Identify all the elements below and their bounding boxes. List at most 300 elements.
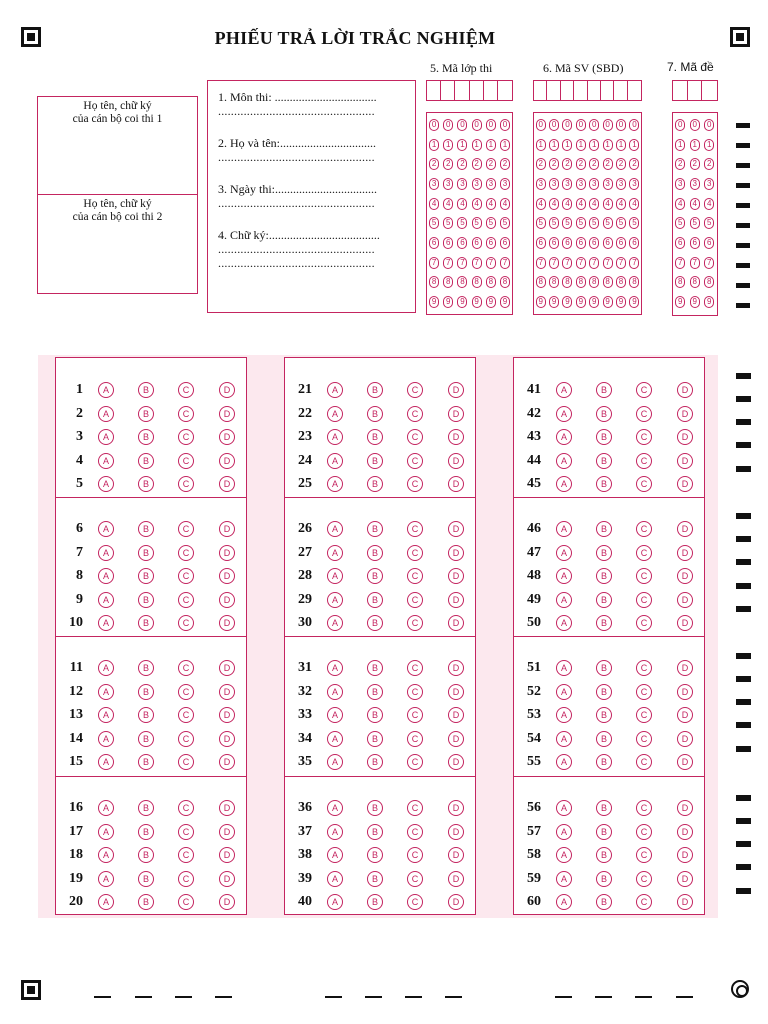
class-code-digit-bubble[interactable]: 2: [500, 158, 510, 170]
exam-code-digit-bubble[interactable]: 4: [675, 198, 685, 210]
class-code-digit-bubble[interactable]: 1: [500, 139, 510, 151]
answer-bubble-c[interactable]: C: [407, 707, 423, 723]
student-id-digit-bubble[interactable]: 5: [589, 217, 599, 229]
answer-bubble-b[interactable]: B: [596, 660, 612, 676]
student-id-digit-cell[interactable]: [588, 275, 601, 289]
exam-code-digit-bubble[interactable]: 1: [675, 139, 685, 151]
class-code-digit-bubble[interactable]: 3: [472, 178, 482, 190]
student-id-digit-cell[interactable]: [561, 295, 574, 309]
answer-bubble-b[interactable]: B: [138, 754, 154, 770]
answer-bubble-a[interactable]: A: [98, 800, 114, 816]
student-id-digit-bubble[interactable]: 3: [576, 178, 586, 190]
class-code-digit-cell[interactable]: [427, 177, 441, 191]
answer-bubble-d[interactable]: D: [448, 871, 464, 887]
answer-bubble-c[interactable]: C: [636, 406, 652, 422]
student-id-digit-cell[interactable]: [574, 236, 587, 250]
answer-bubble-a[interactable]: A: [556, 684, 572, 700]
answer-bubble-a[interactable]: A: [327, 429, 343, 445]
class-code-digit-bubble[interactable]: 2: [472, 158, 482, 170]
class-code-digit-bubble[interactable]: 0: [457, 119, 467, 131]
answer-bubble-b[interactable]: B: [367, 521, 383, 537]
class-code-digit-bubble[interactable]: 3: [486, 178, 496, 190]
class-code-digit-bubble[interactable]: 5: [486, 217, 496, 229]
exam-code-digit-cell[interactable]: [702, 118, 717, 132]
student-id-digit-bubble[interactable]: 7: [576, 257, 586, 269]
answer-bubble-d[interactable]: D: [219, 615, 235, 631]
student-id-digit-bubble[interactable]: 0: [589, 119, 599, 131]
answer-bubble-d[interactable]: D: [448, 406, 464, 422]
class-code-digit-bubble[interactable]: 8: [429, 276, 439, 288]
answer-bubble-d[interactable]: D: [677, 545, 693, 561]
answer-bubble-b[interactable]: B: [367, 429, 383, 445]
student-id-digit-bubble[interactable]: 6: [549, 237, 559, 249]
answer-bubble-a[interactable]: A: [556, 824, 572, 840]
student-id-digit-bubble[interactable]: 0: [616, 119, 626, 131]
student-id-digit-cell[interactable]: [534, 177, 547, 191]
answer-bubble-b[interactable]: B: [596, 800, 612, 816]
student-id-digit-bubble[interactable]: 1: [629, 139, 639, 151]
info-field-2[interactable]: 2. Họ và tên:................................: [218, 136, 376, 150]
student-id-digit-bubble[interactable]: 3: [629, 178, 639, 190]
student-id-digit-cell[interactable]: [601, 118, 614, 132]
answer-bubble-d[interactable]: D: [677, 824, 693, 840]
student-id-digit-bubble[interactable]: 2: [562, 158, 572, 170]
answer-bubble-b[interactable]: B: [138, 660, 154, 676]
answer-bubble-a[interactable]: A: [98, 615, 114, 631]
exam-code-digit-bubble[interactable]: 6: [690, 237, 700, 249]
exam-code-cell[interactable]: [673, 81, 688, 100]
class-code-digit-cell[interactable]: [498, 197, 512, 211]
info-field-3-line[interactable]: .................................................: [218, 196, 375, 210]
class-code-digit-cell[interactable]: [441, 157, 455, 171]
exam-code-digit-bubble[interactable]: 2: [675, 158, 685, 170]
answer-bubble-d[interactable]: D: [219, 800, 235, 816]
class-code-digit-bubble[interactable]: 4: [443, 198, 453, 210]
answer-bubble-c[interactable]: C: [178, 406, 194, 422]
answer-bubble-d[interactable]: D: [448, 800, 464, 816]
class-code-digit-bubble[interactable]: 1: [472, 139, 482, 151]
answer-bubble-c[interactable]: C: [178, 894, 194, 910]
student-id-digit-bubble[interactable]: 9: [576, 296, 586, 308]
answer-bubble-d[interactable]: D: [219, 894, 235, 910]
exam-code-digit-bubble[interactable]: 6: [704, 237, 714, 249]
class-code-digit-bubble[interactable]: 4: [472, 198, 482, 210]
class-code-digit-cell[interactable]: [484, 197, 498, 211]
answer-bubble-a[interactable]: A: [556, 429, 572, 445]
student-id-digit-cell[interactable]: [601, 236, 614, 250]
answer-bubble-d[interactable]: D: [677, 847, 693, 863]
exam-code-digit-cell[interactable]: [688, 256, 703, 270]
class-code-digit-bubble[interactable]: 2: [443, 158, 453, 170]
student-id-digit-cell[interactable]: [601, 177, 614, 191]
answer-bubble-c[interactable]: C: [636, 476, 652, 492]
student-id-digit-cell[interactable]: [614, 157, 627, 171]
student-id-digit-cell[interactable]: [534, 118, 547, 132]
answer-bubble-d[interactable]: D: [219, 382, 235, 398]
student-id-digit-cell[interactable]: [614, 216, 627, 230]
info-field-4-line[interactable]: .................................................: [218, 256, 375, 270]
class-code-digit-cell[interactable]: [441, 216, 455, 230]
answer-bubble-d[interactable]: D: [677, 754, 693, 770]
answer-bubble-d[interactable]: D: [677, 521, 693, 537]
answer-bubble-d[interactable]: D: [448, 894, 464, 910]
exam-code-digit-cell[interactable]: [673, 275, 688, 289]
answer-bubble-a[interactable]: A: [556, 453, 572, 469]
student-id-digit-bubble[interactable]: 9: [549, 296, 559, 308]
answer-bubble-a[interactable]: A: [556, 382, 572, 398]
student-id-digit-bubble[interactable]: 4: [603, 198, 613, 210]
student-id-digit-cell[interactable]: [547, 256, 560, 270]
class-code-digit-cell[interactable]: [484, 157, 498, 171]
student-id-digit-cell[interactable]: [601, 216, 614, 230]
answer-bubble-c[interactable]: C: [407, 615, 423, 631]
student-id-digit-cell[interactable]: [614, 197, 627, 211]
exam-code-digit-bubble[interactable]: 9: [704, 296, 714, 308]
answer-bubble-a[interactable]: A: [327, 592, 343, 608]
class-code-digit-bubble[interactable]: 7: [443, 257, 453, 269]
student-id-digit-cell[interactable]: [614, 236, 627, 250]
exam-code-digit-bubble[interactable]: 5: [704, 217, 714, 229]
student-id-digit-cell[interactable]: [614, 138, 627, 152]
student-id-digit-bubble[interactable]: 8: [603, 276, 613, 288]
answer-bubble-b[interactable]: B: [367, 453, 383, 469]
exam-code-digit-bubble[interactable]: 1: [690, 139, 700, 151]
answer-bubble-a[interactable]: A: [98, 568, 114, 584]
student-id-digit-bubble[interactable]: 1: [589, 139, 599, 151]
class-code-digit-cell[interactable]: [455, 118, 469, 132]
answer-bubble-b[interactable]: B: [367, 660, 383, 676]
answer-bubble-b[interactable]: B: [367, 824, 383, 840]
answer-bubble-b[interactable]: B: [367, 800, 383, 816]
answer-bubble-d[interactable]: D: [219, 568, 235, 584]
student-id-digit-cell[interactable]: [547, 216, 560, 230]
class-code-digit-cell[interactable]: [427, 197, 441, 211]
answer-bubble-d[interactable]: D: [219, 660, 235, 676]
answer-bubble-a[interactable]: A: [327, 871, 343, 887]
class-code-digit-bubble[interactable]: 3: [457, 178, 467, 190]
student-id-digit-cell[interactable]: [574, 275, 587, 289]
answer-bubble-b[interactable]: B: [367, 707, 383, 723]
class-code-digit-bubble[interactable]: 4: [500, 198, 510, 210]
student-id-digit-cell[interactable]: [561, 157, 574, 171]
answer-bubble-a[interactable]: A: [327, 568, 343, 584]
student-id-digit-bubble[interactable]: 9: [536, 296, 546, 308]
answer-bubble-c[interactable]: C: [178, 871, 194, 887]
answer-bubble-b[interactable]: B: [596, 406, 612, 422]
student-id-digit-bubble[interactable]: 2: [629, 158, 639, 170]
class-code-digit-bubble[interactable]: 8: [472, 276, 482, 288]
answer-bubble-b[interactable]: B: [596, 568, 612, 584]
answer-bubble-d[interactable]: D: [219, 731, 235, 747]
answer-bubble-c[interactable]: C: [636, 847, 652, 863]
student-id-digit-cell[interactable]: [574, 177, 587, 191]
student-id-digit-cell[interactable]: [574, 216, 587, 230]
exam-code-digit-bubble[interactable]: 8: [690, 276, 700, 288]
answer-bubble-c[interactable]: C: [407, 568, 423, 584]
exam-code-digit-bubble[interactable]: 8: [704, 276, 714, 288]
answer-bubble-d[interactable]: D: [219, 847, 235, 863]
class-code-cell[interactable]: [441, 81, 455, 100]
answer-bubble-a[interactable]: A: [98, 871, 114, 887]
answer-bubble-d[interactable]: D: [448, 382, 464, 398]
student-id-digit-bubble[interactable]: 9: [629, 296, 639, 308]
answer-bubble-a[interactable]: A: [98, 707, 114, 723]
student-id-digit-cell[interactable]: [574, 118, 587, 132]
student-id-digit-bubble[interactable]: 7: [549, 257, 559, 269]
class-code-cell[interactable]: [470, 81, 484, 100]
answer-bubble-c[interactable]: C: [636, 453, 652, 469]
answer-bubble-b[interactable]: B: [138, 453, 154, 469]
class-code-digit-bubble[interactable]: 9: [429, 296, 439, 308]
answer-bubble-d[interactable]: D: [677, 429, 693, 445]
class-code-digit-cell[interactable]: [455, 157, 469, 171]
student-id-digit-bubble[interactable]: 9: [603, 296, 613, 308]
class-code-digit-cell[interactable]: [441, 236, 455, 250]
answer-bubble-b[interactable]: B: [138, 382, 154, 398]
student-id-digit-bubble[interactable]: 2: [603, 158, 613, 170]
exam-code-digit-bubble[interactable]: 7: [690, 257, 700, 269]
answer-bubble-a[interactable]: A: [327, 406, 343, 422]
info-field-4-line[interactable]: .................................................: [218, 242, 375, 256]
answer-bubble-c[interactable]: C: [178, 545, 194, 561]
exam-code-digit-bubble[interactable]: 0: [675, 119, 685, 131]
answer-bubble-c[interactable]: C: [636, 754, 652, 770]
class-code-digit-bubble[interactable]: 9: [500, 296, 510, 308]
student-id-digit-bubble[interactable]: 7: [603, 257, 613, 269]
class-code-digit-bubble[interactable]: 5: [443, 217, 453, 229]
class-code-cell[interactable]: [427, 81, 441, 100]
student-id-digit-bubble[interactable]: 5: [616, 217, 626, 229]
class-code-digit-bubble[interactable]: 1: [443, 139, 453, 151]
answer-bubble-b[interactable]: B: [596, 615, 612, 631]
answer-bubble-c[interactable]: C: [407, 429, 423, 445]
student-id-digit-cell[interactable]: [534, 197, 547, 211]
class-code-digit-cell[interactable]: [455, 236, 469, 250]
answer-bubble-d[interactable]: D: [677, 382, 693, 398]
answer-bubble-d[interactable]: D: [448, 615, 464, 631]
exam-code-digit-cell[interactable]: [688, 275, 703, 289]
class-code-digit-cell[interactable]: [455, 256, 469, 270]
class-code-digit-bubble[interactable]: 8: [457, 276, 467, 288]
student-id-digit-cell[interactable]: [574, 138, 587, 152]
answer-bubble-c[interactable]: C: [178, 592, 194, 608]
class-code-digit-cell[interactable]: [470, 216, 484, 230]
info-field-2-line[interactable]: .................................................: [218, 150, 375, 164]
answer-bubble-c[interactable]: C: [636, 615, 652, 631]
student-id-digit-bubble[interactable]: 7: [629, 257, 639, 269]
answer-bubble-a[interactable]: A: [327, 824, 343, 840]
answer-bubble-b[interactable]: B: [138, 824, 154, 840]
student-id-digit-bubble[interactable]: 6: [562, 237, 572, 249]
class-code-digit-cell[interactable]: [484, 275, 498, 289]
class-code-digit-cell[interactable]: [498, 138, 512, 152]
exam-code-cell[interactable]: [702, 81, 717, 100]
exam-code-digit-cell[interactable]: [702, 256, 717, 270]
class-code-digit-bubble[interactable]: 0: [500, 119, 510, 131]
class-code-digit-cell[interactable]: [455, 275, 469, 289]
student-id-digit-bubble[interactable]: 3: [549, 178, 559, 190]
student-id-digit-bubble[interactable]: 0: [536, 119, 546, 131]
exam-code-digit-cell[interactable]: [673, 118, 688, 132]
student-id-digit-bubble[interactable]: 0: [549, 119, 559, 131]
student-id-digit-bubble[interactable]: 0: [562, 119, 572, 131]
exam-code-digit-cell[interactable]: [673, 138, 688, 152]
answer-bubble-d[interactable]: D: [448, 429, 464, 445]
answer-bubble-d[interactable]: D: [448, 824, 464, 840]
exam-code-digit-bubble[interactable]: 4: [704, 198, 714, 210]
answer-bubble-d[interactable]: D: [219, 453, 235, 469]
exam-code-digit-bubble[interactable]: 2: [690, 158, 700, 170]
exam-code-digit-cell[interactable]: [702, 216, 717, 230]
student-id-digit-cell[interactable]: [628, 256, 641, 270]
student-id-digit-bubble[interactable]: 9: [589, 296, 599, 308]
student-id-digit-cell[interactable]: [547, 138, 560, 152]
answer-bubble-a[interactable]: A: [327, 545, 343, 561]
exam-code-cell[interactable]: [688, 81, 703, 100]
student-id-digit-bubble[interactable]: 4: [562, 198, 572, 210]
class-code-cell[interactable]: [498, 81, 512, 100]
exam-code-digit-bubble[interactable]: 5: [675, 217, 685, 229]
student-id-digit-bubble[interactable]: 8: [562, 276, 572, 288]
answer-bubble-d[interactable]: D: [448, 707, 464, 723]
class-code-digit-bubble[interactable]: 9: [472, 296, 482, 308]
student-id-digit-bubble[interactable]: 2: [536, 158, 546, 170]
answer-bubble-b[interactable]: B: [596, 382, 612, 398]
student-id-digit-bubble[interactable]: 5: [562, 217, 572, 229]
answer-bubble-a[interactable]: A: [556, 754, 572, 770]
answer-bubble-d[interactable]: D: [219, 406, 235, 422]
exam-code-digit-cell[interactable]: [688, 295, 703, 309]
class-code-digit-cell[interactable]: [484, 295, 498, 309]
answer-bubble-b[interactable]: B: [367, 847, 383, 863]
exam-code-digit-bubble[interactable]: 7: [675, 257, 685, 269]
class-code-digit-cell[interactable]: [441, 197, 455, 211]
exam-code-digit-cell[interactable]: [702, 177, 717, 191]
answer-bubble-c[interactable]: C: [407, 660, 423, 676]
answer-bubble-a[interactable]: A: [98, 521, 114, 537]
student-id-digit-cell[interactable]: [601, 157, 614, 171]
student-id-digit-cell[interactable]: [588, 256, 601, 270]
answer-bubble-a[interactable]: A: [556, 476, 572, 492]
answer-bubble-a[interactable]: A: [556, 894, 572, 910]
student-id-digit-bubble[interactable]: 4: [616, 198, 626, 210]
student-id-digit-cell[interactable]: [547, 275, 560, 289]
class-code-digit-bubble[interactable]: 1: [457, 139, 467, 151]
class-code-cell[interactable]: [484, 81, 498, 100]
student-id-digit-bubble[interactable]: 6: [603, 237, 613, 249]
student-id-digit-cell[interactable]: [588, 157, 601, 171]
exam-code-digit-cell[interactable]: [688, 216, 703, 230]
answer-bubble-d[interactable]: D: [448, 684, 464, 700]
class-code-digit-cell[interactable]: [455, 177, 469, 191]
class-code-digit-bubble[interactable]: 7: [486, 257, 496, 269]
answer-bubble-c[interactable]: C: [636, 800, 652, 816]
answer-bubble-b[interactable]: B: [367, 476, 383, 492]
answer-bubble-b[interactable]: B: [138, 592, 154, 608]
student-id-digit-bubble[interactable]: 5: [549, 217, 559, 229]
answer-bubble-d[interactable]: D: [677, 592, 693, 608]
exam-code-digit-cell[interactable]: [673, 236, 688, 250]
class-code-digit-cell[interactable]: [484, 236, 498, 250]
student-id-digit-bubble[interactable]: 3: [589, 178, 599, 190]
student-id-digit-cell[interactable]: [628, 275, 641, 289]
class-code-digit-bubble[interactable]: 5: [457, 217, 467, 229]
answer-bubble-c[interactable]: C: [636, 660, 652, 676]
student-id-cell[interactable]: [628, 81, 641, 100]
answer-bubble-d[interactable]: D: [219, 871, 235, 887]
answer-bubble-d[interactable]: D: [448, 521, 464, 537]
class-code-digit-cell[interactable]: [470, 177, 484, 191]
answer-bubble-d[interactable]: D: [448, 545, 464, 561]
class-code-digit-cell[interactable]: [427, 236, 441, 250]
answer-bubble-a[interactable]: A: [556, 871, 572, 887]
class-code-digit-bubble[interactable]: 6: [457, 237, 467, 249]
class-code-digit-bubble[interactable]: 5: [472, 217, 482, 229]
answer-bubble-c[interactable]: C: [636, 684, 652, 700]
student-id-digit-bubble[interactable]: 1: [576, 139, 586, 151]
answer-bubble-b[interactable]: B: [596, 545, 612, 561]
class-code-digit-cell[interactable]: [484, 256, 498, 270]
answer-bubble-d[interactable]: D: [448, 568, 464, 584]
student-id-digit-cell[interactable]: [628, 295, 641, 309]
student-id-digit-cell[interactable]: [547, 177, 560, 191]
answer-bubble-a[interactable]: A: [327, 800, 343, 816]
exam-code-digit-cell[interactable]: [702, 197, 717, 211]
class-code-digit-bubble[interactable]: 0: [443, 119, 453, 131]
student-id-digit-bubble[interactable]: 1: [603, 139, 613, 151]
student-id-digit-bubble[interactable]: 8: [576, 276, 586, 288]
answer-bubble-d[interactable]: D: [677, 660, 693, 676]
answer-bubble-d[interactable]: D: [219, 824, 235, 840]
class-code-digit-bubble[interactable]: 9: [443, 296, 453, 308]
answer-bubble-b[interactable]: B: [596, 453, 612, 469]
answer-bubble-a[interactable]: A: [98, 592, 114, 608]
class-code-digit-bubble[interactable]: 1: [486, 139, 496, 151]
class-code-digit-bubble[interactable]: 8: [500, 276, 510, 288]
answer-bubble-a[interactable]: A: [327, 894, 343, 910]
answer-bubble-a[interactable]: A: [556, 521, 572, 537]
student-id-digit-cell[interactable]: [534, 236, 547, 250]
answer-bubble-c[interactable]: C: [178, 847, 194, 863]
student-id-digit-cell[interactable]: [628, 197, 641, 211]
answer-bubble-d[interactable]: D: [677, 406, 693, 422]
answer-bubble-c[interactable]: C: [407, 453, 423, 469]
info-field-1[interactable]: 1. Môn thi: ..................................: [218, 90, 377, 104]
student-id-digit-cell[interactable]: [561, 275, 574, 289]
student-id-digit-cell[interactable]: [601, 138, 614, 152]
exam-code-cells[interactable]: [672, 80, 718, 101]
answer-bubble-c[interactable]: C: [407, 521, 423, 537]
class-code-digit-cell[interactable]: [484, 216, 498, 230]
exam-code-digit-bubble[interactable]: 9: [690, 296, 700, 308]
exam-code-digit-cell[interactable]: [702, 138, 717, 152]
answer-bubble-d[interactable]: D: [219, 545, 235, 561]
student-id-digit-cell[interactable]: [588, 216, 601, 230]
answer-bubble-d[interactable]: D: [448, 592, 464, 608]
answer-bubble-a[interactable]: A: [327, 684, 343, 700]
student-id-digit-cell[interactable]: [574, 157, 587, 171]
student-id-digit-cell[interactable]: [574, 295, 587, 309]
answer-bubble-c[interactable]: C: [407, 684, 423, 700]
student-id-digit-bubble[interactable]: 3: [616, 178, 626, 190]
student-id-digit-bubble[interactable]: 5: [629, 217, 639, 229]
student-id-digit-cell[interactable]: [547, 236, 560, 250]
exam-code-digit-cell[interactable]: [673, 295, 688, 309]
student-id-digit-cell[interactable]: [561, 256, 574, 270]
student-id-digit-cell[interactable]: [614, 177, 627, 191]
exam-code-digit-bubble[interactable]: 8: [675, 276, 685, 288]
exam-code-digit-cell[interactable]: [673, 256, 688, 270]
